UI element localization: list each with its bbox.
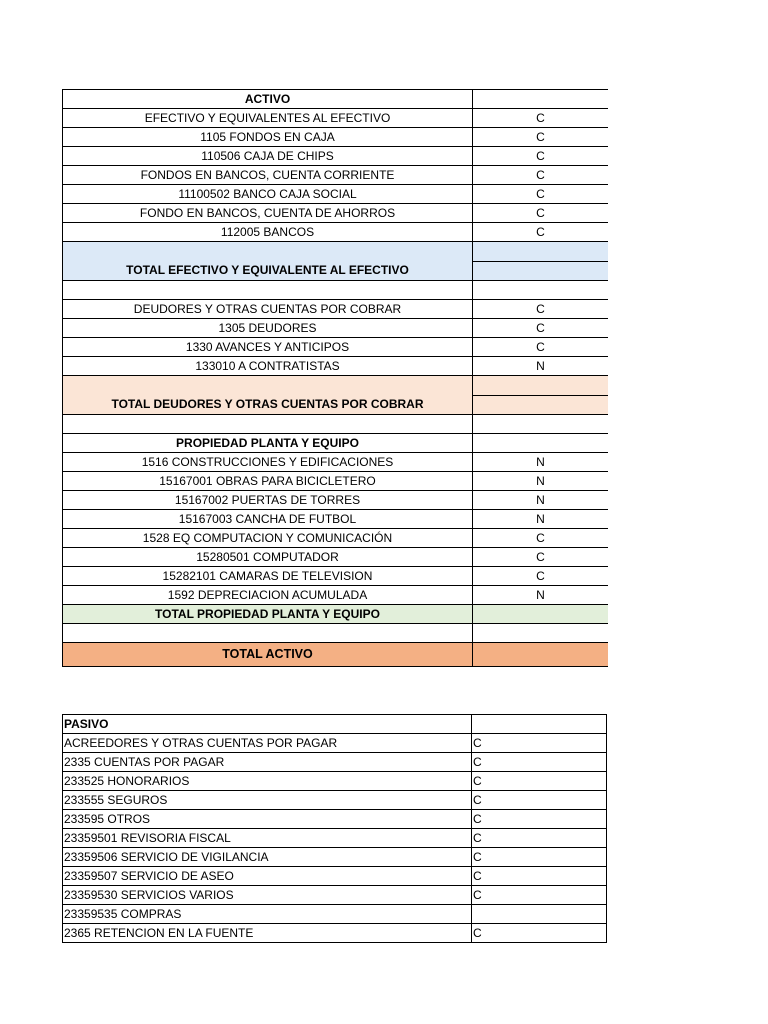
table-row (63, 586, 609, 605)
row-label: 1516 CONSTRUCCIONES Y EDIFICACIONES (63, 453, 473, 472)
activo-header-value (473, 90, 609, 109)
row-value: C (473, 185, 609, 204)
total-propiedad-row (63, 605, 609, 624)
row-label: 15167002 PUERTAS DE TORRES (63, 491, 473, 510)
row-label: 23359530 SERVICIOS VARIOS (63, 886, 472, 905)
table-row (63, 319, 609, 338)
row-label: 112005 BANCOS (63, 223, 473, 242)
total-deudores-label: TOTAL DEUDORES Y OTRAS CUENTAS POR COBRAR (63, 376, 473, 415)
row-label: 233525 HONORARIOS (63, 772, 472, 791)
table-row (63, 357, 609, 376)
row-value: C (472, 753, 607, 772)
row-label: 1305 DEUDORES (63, 319, 473, 338)
pasivo-header: PASIVO (63, 715, 472, 734)
table-row (63, 810, 607, 829)
row-value: C (473, 204, 609, 223)
row-label: FONDO EN BANCOS, CUENTA DE AHORROS (63, 204, 473, 223)
total-deudores-value (473, 376, 609, 415)
row-value: C (473, 567, 609, 586)
row-value: C (472, 829, 607, 848)
row-label: 23359506 SERVICIO DE VIGILANCIA (63, 848, 472, 867)
row-value: C (472, 886, 607, 905)
blank-row (63, 281, 609, 300)
total-efectivo-row (63, 242, 609, 281)
row-value: C (472, 791, 607, 810)
row-value: C (473, 338, 609, 357)
row-label: 23359535 COMPRAS (63, 905, 472, 924)
activo-header: ACTIVO (63, 90, 473, 109)
total-propiedad-value (473, 605, 609, 624)
row-value: N (473, 472, 609, 491)
row-value: C (473, 147, 609, 166)
table-row (63, 829, 607, 848)
row-value: C (473, 128, 609, 147)
table-row (63, 791, 607, 810)
table-row (63, 924, 607, 943)
row-label: 11100502 BANCO CAJA SOCIAL (63, 185, 473, 204)
table-row (63, 491, 609, 510)
row-value: C (473, 529, 609, 548)
total-activo-label: TOTAL ACTIVO (63, 643, 473, 667)
table-row (63, 185, 609, 204)
total-activo-value (473, 643, 609, 667)
blank-row (63, 415, 609, 434)
row-value: C (472, 810, 607, 829)
table-row (63, 223, 609, 242)
propiedad-header: PROPIEDAD PLANTA Y EQUIPO (63, 434, 473, 453)
table-row (63, 300, 609, 319)
row-value: N (473, 510, 609, 529)
row-label: 2365 RETENCION EN LA FUENTE (63, 924, 472, 943)
row-value: C (473, 300, 609, 319)
row-label: FONDOS EN BANCOS, CUENTA CORRIENTE (63, 166, 473, 185)
blank-row (63, 624, 609, 643)
table-row (63, 848, 607, 867)
total-propiedad-label: TOTAL PROPIEDAD PLANTA Y EQUIPO (63, 605, 473, 624)
table-row (63, 548, 609, 567)
table-row (63, 472, 609, 491)
row-value: C (472, 924, 607, 943)
row-label: 233555 SEGUROS (63, 791, 472, 810)
row-value: C (472, 848, 607, 867)
row-value: N (473, 357, 609, 376)
table-row (63, 886, 607, 905)
table-row (63, 338, 609, 357)
row-label: EFECTIVO Y EQUIVALENTES AL EFECTIVO (63, 109, 473, 128)
row-value (472, 905, 607, 924)
total-efectivo-value (473, 242, 609, 281)
row-value: N (473, 491, 609, 510)
table-row (63, 147, 609, 166)
row-label: 2335 CUENTAS POR PAGAR (63, 753, 472, 772)
row-label: 233595 OTROS (63, 810, 472, 829)
row-value: C (472, 734, 607, 753)
table-row (63, 166, 609, 185)
pasivo-table (62, 714, 607, 943)
row-label: 110506 CAJA DE CHIPS (63, 147, 473, 166)
row-label: DEUDORES Y OTRAS CUENTAS POR COBRAR (63, 300, 473, 319)
row-label: 133010 A CONTRATISTAS (63, 357, 473, 376)
row-label: 15280501 COMPUTADOR (63, 548, 473, 567)
total-deudores-row (63, 376, 609, 415)
table-row (63, 867, 607, 886)
table-row (63, 109, 609, 128)
row-label: 15167001 OBRAS PARA BICICLETERO (63, 472, 473, 491)
table-row (63, 734, 607, 753)
activo-header-row (63, 90, 609, 109)
row-label: ACREEDORES Y OTRAS CUENTAS POR PAGAR (63, 734, 472, 753)
row-value: N (473, 453, 609, 472)
total-activo-row (63, 643, 609, 667)
row-label: 1330 AVANCES Y ANTICIPOS (63, 338, 473, 357)
table-row (63, 529, 609, 548)
pasivo-header-row (63, 715, 607, 734)
row-value: N (473, 586, 609, 605)
row-value: C (473, 223, 609, 242)
row-value: C (472, 867, 607, 886)
row-value: C (473, 548, 609, 567)
row-label: 23359501 REVISORIA FISCAL (63, 829, 472, 848)
table-row (63, 753, 607, 772)
row-label: 23359507 SERVICIO DE ASEO (63, 867, 472, 886)
row-label: 15282101 CAMARAS DE TELEVISION (63, 567, 473, 586)
table-row (63, 453, 609, 472)
row-value: C (473, 166, 609, 185)
row-value: C (473, 319, 609, 338)
table-row (63, 204, 609, 223)
row-label: 1592 DEPRECIACION ACUMULADA (63, 586, 473, 605)
table-row (63, 567, 609, 586)
row-value: C (473, 109, 609, 128)
total-efectivo-label: TOTAL EFECTIVO Y EQUIVALENTE AL EFECTIVO (63, 242, 473, 281)
activo-table (62, 89, 608, 667)
table-row (63, 510, 609, 529)
row-label: 1105 FONDOS EN CAJA (63, 128, 473, 147)
table-row (63, 772, 607, 791)
row-label: 15167003 CANCHA DE FUTBOL (63, 510, 473, 529)
table-row (63, 128, 609, 147)
table-row (63, 905, 607, 924)
row-label: 1528 EQ COMPUTACION Y COMUNICACIÓN (63, 529, 473, 548)
row-value: C (472, 772, 607, 791)
propiedad-header-row (63, 434, 609, 453)
